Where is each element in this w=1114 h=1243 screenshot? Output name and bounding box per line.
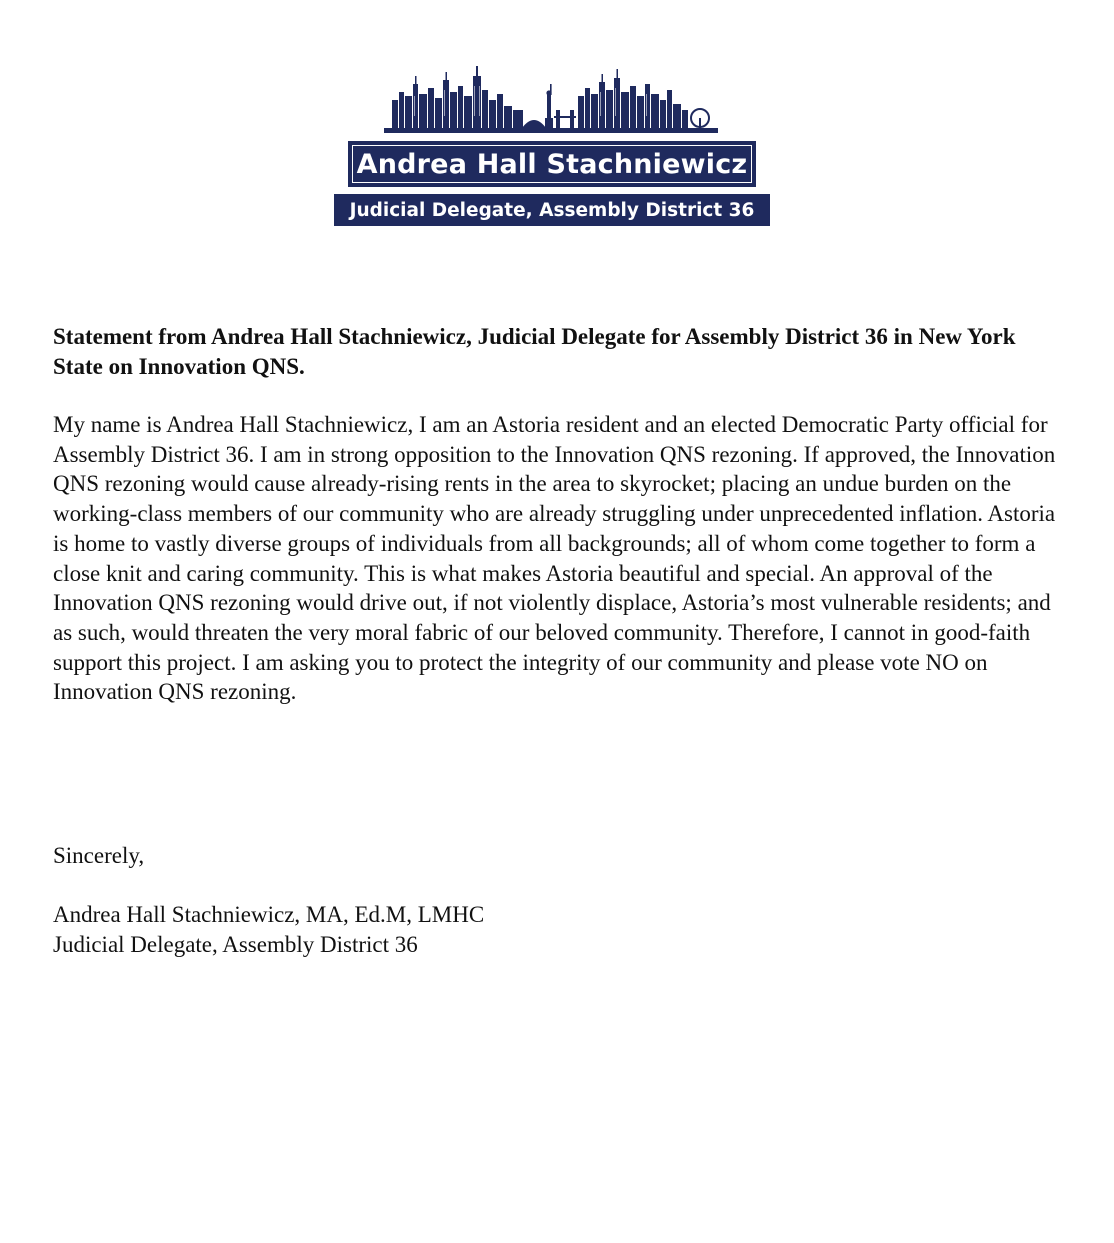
letterhead-logo: [334, 66, 770, 228]
city-skyline-icon: [384, 66, 718, 134]
candidate-name-banner: [348, 141, 756, 187]
letter-closing: Sincerely,: [53, 843, 145, 869]
statement-heading: Statement from Andrea Hall Stachniewicz, Judicial Delegate for Assembly District 36 in New York State on Innovation QNS.: [53, 324, 1016, 379]
statement-body: My name is Andrea Hall Stachniewicz, I am an Astoria resident and an elected Democratic Party official for Assembly District 36. I am in strong opposition to the Innovation QNS rezoning. If approved, the Innovation QNS rezoning would cause already-rising rents in the area to skyrocket; placing an undue burden on the working-class members of our community who are already struggling under unprecedented inflation. Astoria is home to vastly diverse groups of individuals from all backgrounds; all of whom come together to form a close knit and caring community. This is what makes Astoria beautiful and special. An approval of the Innovation QNS rezoning would drive out, if not violently displace, Astoria’s most vulnerable residents; and as such, would threaten the very moral fabric of our beloved community. Therefore, I cannot in good-faith support this project. I am asking you to protect the integrity of our community and please vote NO on Innovation QNS rezoning.: [53, 412, 1056, 705]
candidate-title: Judicial Delegate, Assembly District 36: [349, 199, 755, 221]
candidate-name: Andrea Hall Stachniewicz: [356, 148, 748, 180]
signature-name: Andrea Hall Stachniewicz, MA, Ed.M, LMHC: [53, 902, 485, 928]
candidate-title-banner: [334, 194, 770, 226]
statement-letter: [53, 322, 1057, 960]
signature-title: Judicial Delegate, Assembly District 36: [53, 932, 418, 958]
signature-block: [53, 900, 1057, 960]
